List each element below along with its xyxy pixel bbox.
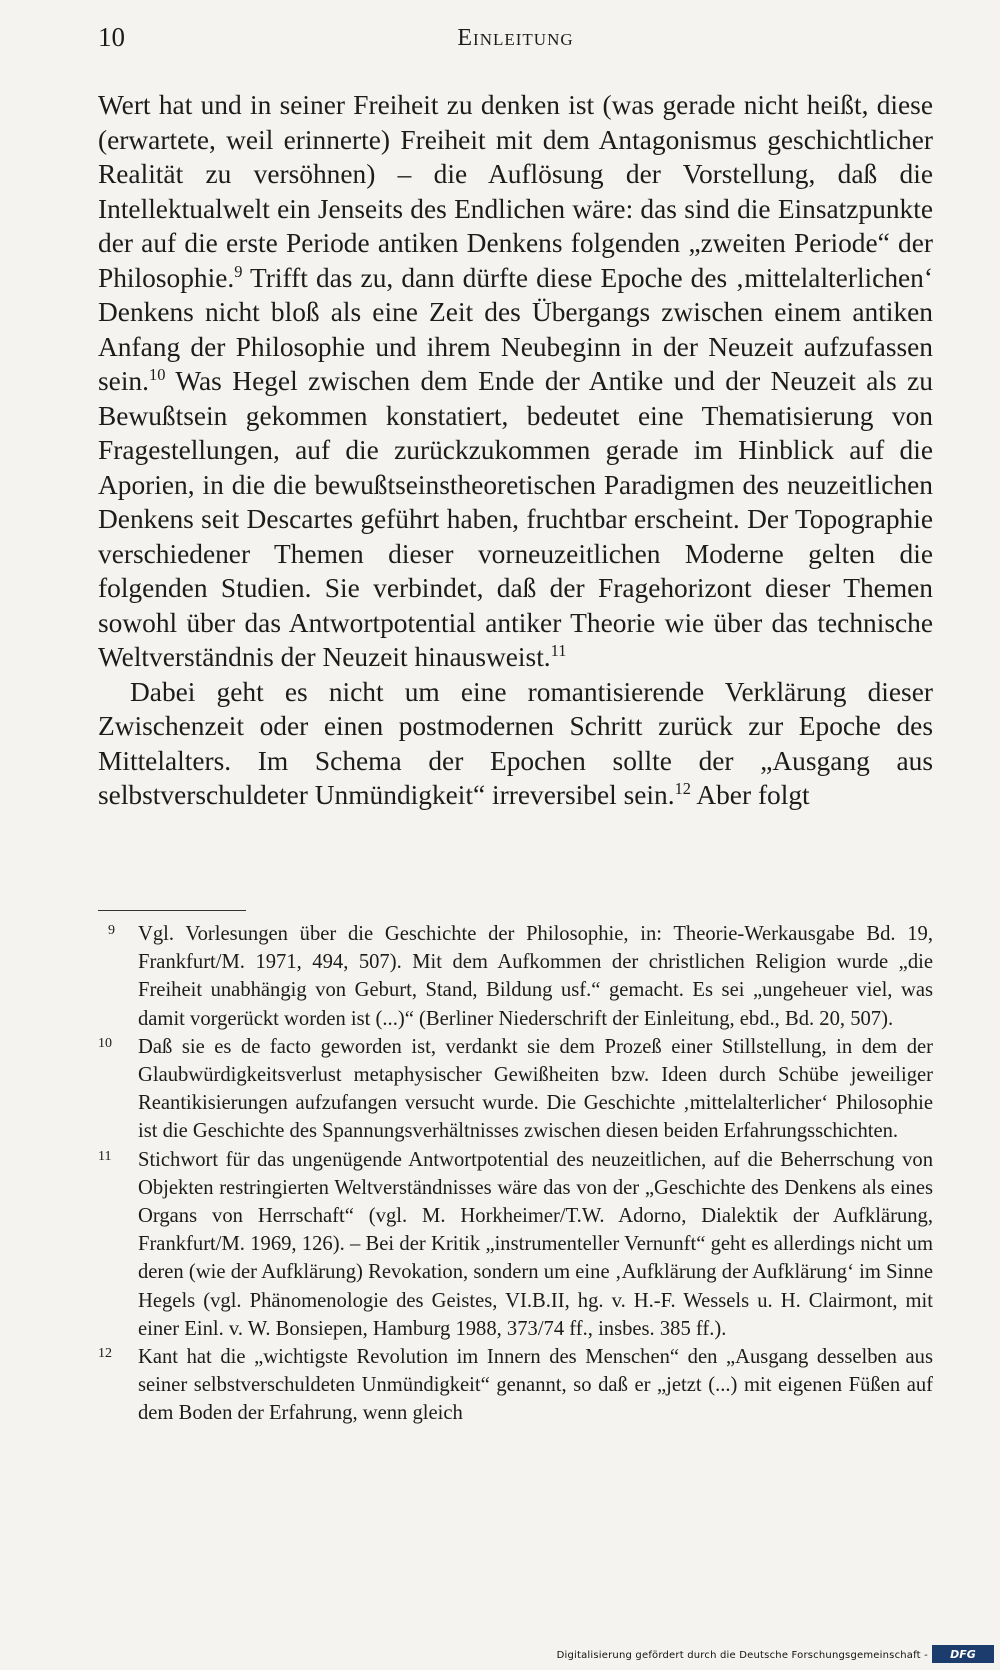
footnote-text: Stichwort für das ungenügende Antwortpotential des neuzeitlichen, auf die Beherrschung von Objekten restringierten Weltverständnisses wäre das von der „Geschichte des Denkens als eines Organs von Herrschaft“ (vgl. M. Horkheimer/T.W. Adorno, Dialektik der Aufklärung, Frankfurt/M. 1969, 126). – Bei der Kritik „instrumenteller Vernunft“ geht es allerdings nicht um deren (wie der Aufklärung) Revokation, sondern um eine ‚Aufklärung der Aufklärung‘ im Sinne Hegels (vgl. Phänomenologie des Geistes, VI.B.II, hg. v. H.-F. Wessels u. H. Clairmont, mit einer Einl. v. W. Bonsiepen, Hamburg 1988, 373/74 ff., insbes. 385 ff.). bbox=[138, 1148, 933, 1340]
footnote-ref-11: 11 bbox=[550, 640, 567, 660]
paragraph-1-part-c: Was Hegel zwischen dem Ende der Antike und der Neuzeit als zu Bewußtsein gekommen konstatiert, bedeutet eine Thematisierung von Fragestellungen, auf die zurückzukommen gerade im Hinblick auf die Aporien, in die die bewußtseinstheoretischen Paradigmen des neuzeitlichen Denkens seit Descartes geführt haben, fruchtbar erscheint. Der Topographie verschiedener Themen dieser vorneuzeitlichen Moderne gelten die folgenden Studien. Sie verbindet, daß der Fragehorizont dieser Themen sowohl über das Antwortpotential antiker Theorie wie über das technische Weltverständnis der Neuzeit hinausweist. bbox=[98, 366, 933, 672]
footnote-ref-9: 9 bbox=[234, 261, 243, 281]
footnote-text: Kant hat die „wichtigste Revolution im Innern des Menschen“ den „Ausgang desselben aus seiner selbstverschuldeten Unmündigkeit“ genannt, so daß er „jetzt (...) mit eigenen Füßen auf dem Boden der Erfahrung, wenn gleich bbox=[138, 1346, 933, 1425]
paragraph-2-part-a: Dabei geht es nicht um eine romantisierende Verklärung dieser Zwischenzeit oder einen postmodernen Schritt zurück zur Epoche des Mittelalters. Im Schema der Epochen sollte der „Ausgang aus selbstverschuldeter Unmündigkeit“ irreversibel sein. bbox=[98, 676, 933, 810]
page-header bbox=[98, 22, 933, 58]
paragraph-1 bbox=[98, 88, 933, 675]
footnote-number: 10 bbox=[98, 1035, 112, 1051]
footnote-number: 11 bbox=[98, 1148, 112, 1164]
footnotes bbox=[98, 920, 933, 1428]
dfg-logo: DFG bbox=[932, 1645, 994, 1663]
footnote-number: 9 bbox=[108, 923, 115, 938]
footnote-12 bbox=[98, 1343, 933, 1428]
page-number: 10 bbox=[98, 22, 125, 52]
footnote-10 bbox=[98, 1033, 933, 1146]
paragraph-2-part-b: Aber folgt bbox=[691, 780, 810, 810]
paragraph-1-part-b: Trifft das zu, dann dürfte diese Epoche des ‚mittelalterlichen‘ Denkens nicht bloß als eine Zeit des Übergangs zwischen einem antiken Anfang der Philosophie und ihrem Neubeginn in der Neuzeit aufzufassen sein. bbox=[98, 262, 933, 396]
footnote-11 bbox=[98, 1146, 933, 1343]
paragraph-2 bbox=[98, 675, 933, 813]
footnote-number: 12 bbox=[98, 1346, 112, 1362]
footnote-9 bbox=[98, 920, 933, 1033]
main-text bbox=[98, 88, 933, 813]
footnote-text: Vgl. Vorlesungen über die Geschichte der Philosophie, in: Theorie-Werkausgabe Bd. 19, Frankfurt/M. 1971, 494, 507). Mit dem Aufkommen der christlichen Religion wurde „die Freiheit unabhängig von Geburt, Stand, Bildung usf.“ gemacht. Es sei „ungeheuer viel, was damit vorgerückt worden ist (...)“ (Berliner Niederschrift der Einleitung, ebd., Bd. 20, 507). bbox=[138, 923, 933, 1030]
footnote-rule bbox=[98, 910, 246, 911]
footnote-ref-10: 10 bbox=[148, 364, 166, 384]
footnote-ref-12: 12 bbox=[674, 778, 691, 798]
running-head: Einleitung bbox=[457, 25, 574, 51]
paragraph-1-part-a: Wert hat und in seiner Freiheit zu denken ist (was gerade nicht heißt, diese (erwartete, weil erinnerte) Freiheit mit dem Antagonismus geschichtlicher Realität zu versöhnen) – die Auflösung der Vorstellung, daß die Intellektualwelt ein Jenseits des Endlichen wäre: das sind die Einsatzpunkte der auf die erste Periode antiken Denkens folgenden „zweiten Periode“ der Philosophie. bbox=[98, 90, 933, 293]
footnote-text: Daß sie es de facto geworden ist, verdankt sie dem Prozeß einer Stillstellung, in dem der Glaubwürdigkeitsverlust metaphysischer Gewißheiten bzw. Ideen durch Schübe jeweiliger Reantikisierungen aufzufangen versucht wurde. Die Geschichte ‚mittelalterlicher‘ Philosophie ist die Geschichte des Spannungsverhältnisses zwischen diesen beiden Erfahrungsschichten. bbox=[138, 1035, 933, 1143]
digitization-credit: Digitalisierung gefördert durch die Deutsche Forschungsgemeinschaft - bbox=[556, 1650, 928, 1661]
